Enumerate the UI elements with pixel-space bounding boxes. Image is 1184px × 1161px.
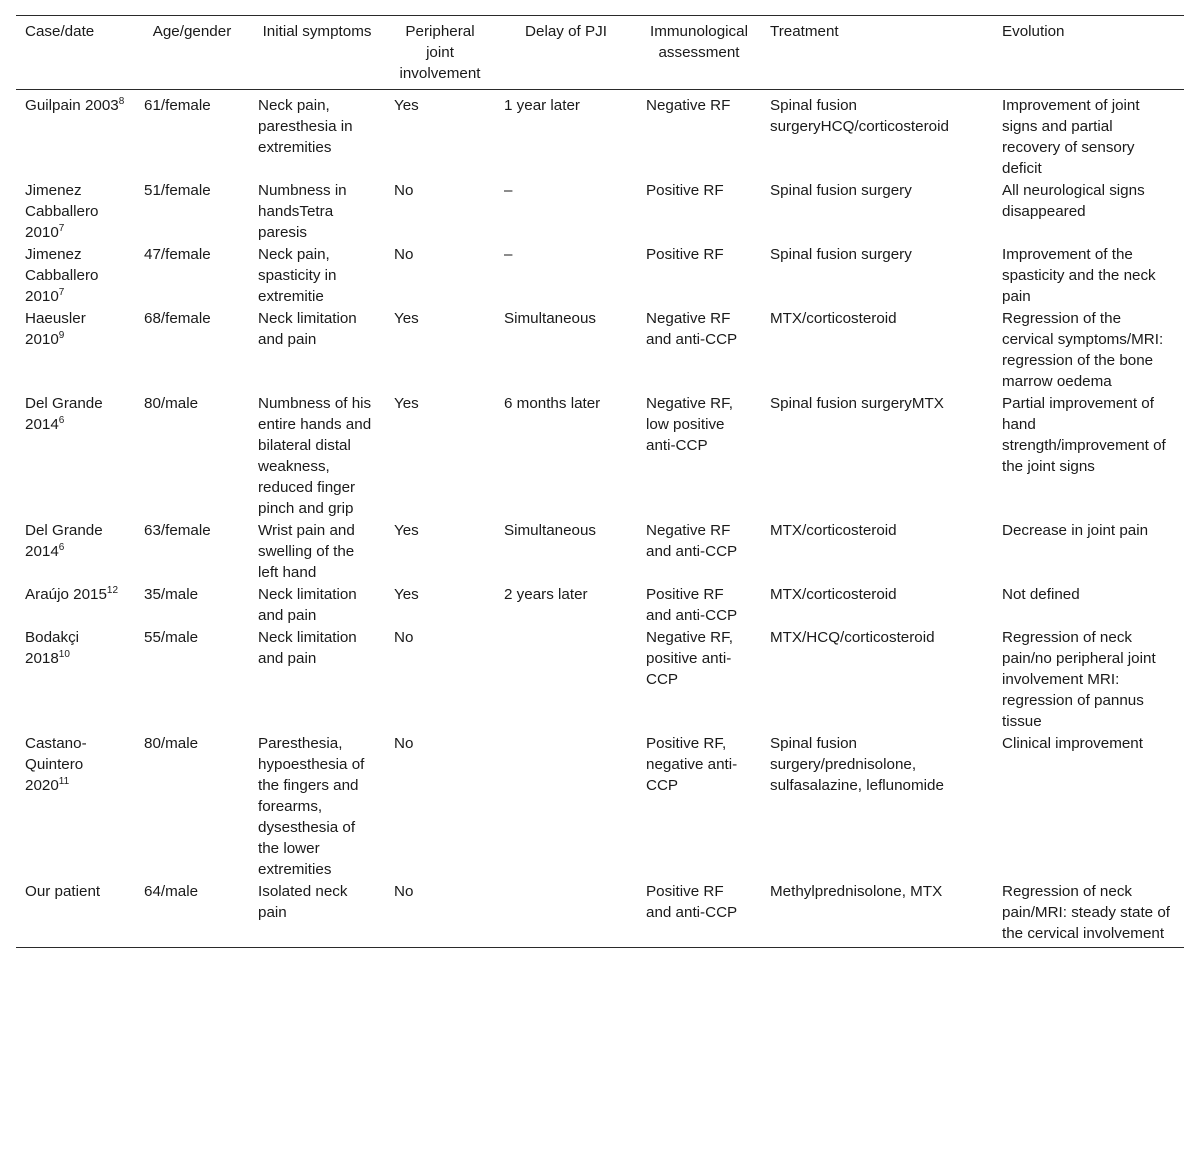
reference-number: 6 [58, 542, 65, 553]
table-row [16, 732, 1184, 880]
cell-delay-of-pji: 2 years later [504, 586, 588, 603]
cell-peripheral-joint: Yes [394, 586, 419, 603]
cell-evolution: All neurological signs disappeared [1002, 182, 1145, 220]
cell-initial-symptoms: Neck pain, spasticity in extremitie [258, 246, 337, 305]
cell-immunological: Negative RF, positive anti-CCP [646, 629, 733, 688]
cell-case-date [16, 626, 135, 732]
table-row [16, 307, 1184, 392]
reference-number: 12 [106, 585, 119, 596]
cell-treatment: MTX/corticosteroid [770, 586, 897, 603]
reference-number: 7 [58, 223, 65, 234]
case-label: Araújo 2015 [25, 586, 107, 603]
cell-treatment: Spinal fusion surgeryHCQ/corticosteroid [770, 97, 949, 135]
case-label: Jimenez Cabballero 2010 [25, 246, 99, 305]
cell-case-date [16, 392, 135, 519]
table-row [16, 179, 1184, 243]
cell-case-date [16, 90, 135, 180]
header-immunological-assessment: Immunological assessment [650, 23, 748, 61]
cell-immunological: Negative RF [646, 97, 731, 114]
header-case-date: Case/date [25, 23, 95, 40]
cell-initial-symptoms: Neck limitation and pain [258, 310, 357, 348]
cell-age-gender: 80/male [144, 735, 199, 752]
cell-age-gender: 47/female [144, 246, 211, 263]
cell-evolution: Improvement of joint signs and partial recovery of sensory deficit [1002, 97, 1140, 177]
case-label: Haeusler 2010 [25, 310, 86, 348]
cell-initial-symptoms: Numbness of his entire hands and bilateral distal weakness, reduced finger pinch and grip [258, 395, 372, 517]
cell-peripheral-joint: Yes [394, 522, 419, 539]
header-delay-of-pji: Delay of PJI [525, 23, 607, 40]
table-header [16, 16, 1184, 90]
case-comparison-table [16, 15, 1184, 948]
cell-age-gender: 80/male [144, 395, 199, 412]
table-row [16, 519, 1184, 583]
reference-number: 11 [58, 776, 70, 787]
cell-peripheral-joint: No [394, 883, 414, 900]
cell-immunological: Positive RF, negative anti-CCP [646, 735, 738, 794]
cell-immunological: Negative RF and anti-CCP [646, 522, 738, 560]
header-treatment: Treatment [770, 23, 839, 40]
cell-evolution: Decrease in joint pain [1002, 522, 1149, 539]
table-row [16, 880, 1184, 948]
cell-initial-symptoms: Neck limitation and pain [258, 629, 357, 667]
table-body [16, 90, 1184, 948]
cell-case-date [16, 519, 135, 583]
case-label: Our patient [25, 883, 101, 900]
cell-evolution: Improvement of the spasticity and the neck pain [1002, 246, 1156, 305]
cell-delay-of-pji [495, 732, 637, 880]
cell-initial-symptoms: Wrist pain and swelling of the left hand [258, 522, 355, 581]
cell-initial-symptoms: Neck limitation and pain [258, 586, 357, 624]
cell-case-date [16, 243, 135, 307]
cell-peripheral-joint: No [394, 629, 414, 646]
cell-delay-of-pji: 1 year later [504, 97, 580, 114]
cell-treatment: Spinal fusion surgery/prednisolone, sulfasalazine, leflunomide [770, 735, 944, 794]
table-row [16, 626, 1184, 732]
cell-peripheral-joint: Yes [394, 395, 419, 412]
cell-delay-of-pji [495, 880, 637, 948]
cell-treatment: MTX/HCQ/corticosteroid [770, 629, 935, 646]
table-row [16, 583, 1184, 626]
cell-age-gender: 63/female [144, 522, 211, 539]
header-peripheral-joint-involvement: Peripheral joint involvement [399, 23, 481, 82]
case-label: Castano-Quintero 2020 [25, 735, 87, 794]
cell-case-date [16, 583, 135, 626]
cell-initial-symptoms: Numbness in handsTetra paresis [258, 182, 347, 241]
cell-case-date [16, 732, 135, 880]
header-initial-symptoms: Initial symptoms [262, 23, 372, 40]
cell-delay-of-pji: 6 months later [504, 395, 601, 412]
case-label: Del Grande 2014 [25, 522, 103, 560]
cell-delay-of-pji: – [504, 182, 513, 199]
cell-treatment: Spinal fusion surgeryMTX [770, 395, 944, 412]
cell-treatment: Spinal fusion surgery [770, 182, 912, 199]
cell-age-gender: 61/female [144, 97, 211, 114]
cell-evolution: Regression of the cervical symptoms/MRI: regression of the bone marrow oedema [1002, 310, 1164, 390]
cell-evolution: Partial improvement of hand strength/improvement of the joint signs [1002, 395, 1166, 475]
cell-peripheral-joint: No [394, 246, 414, 263]
cell-peripheral-joint: Yes [394, 97, 419, 114]
cell-evolution: Regression of neck pain/MRI: steady state of the cervical involvement [1002, 883, 1170, 942]
cell-immunological: Positive RF and anti-CCP [646, 586, 738, 624]
cell-treatment: Methylprednisolone, MTX [770, 883, 943, 900]
cell-immunological: Positive RF [646, 246, 724, 263]
cell-initial-symptoms: Paresthesia, hypoesthesia of the fingers and forearms, dysesthesia of the lower extremities [258, 735, 365, 878]
reference-number: 7 [58, 287, 65, 298]
cell-peripheral-joint: Yes [394, 310, 419, 327]
cell-case-date [16, 179, 135, 243]
cell-treatment: Spinal fusion surgery [770, 246, 912, 263]
cell-treatment: MTX/corticosteroid [770, 310, 897, 327]
cell-immunological: Positive RF [646, 182, 724, 199]
cell-treatment: MTX/corticosteroid [770, 522, 897, 539]
cell-age-gender: 55/male [144, 629, 199, 646]
case-label: Del Grande 2014 [25, 395, 103, 433]
cell-immunological: Negative RF, low positive anti-CCP [646, 395, 733, 454]
reference-number: 8 [118, 96, 125, 107]
cell-evolution: Clinical improvement [1002, 735, 1143, 752]
cell-delay-of-pji: Simultaneous [504, 310, 597, 327]
case-label: Jimenez Cabballero 2010 [25, 182, 99, 241]
reference-number: 10 [58, 649, 70, 660]
table-row [16, 243, 1184, 307]
cell-immunological: Negative RF and anti-CCP [646, 310, 738, 348]
case-label: Bodakçi 2018 [25, 629, 80, 667]
case-label: Guilpain 2003 [25, 97, 119, 114]
reference-number: 6 [58, 415, 65, 426]
cell-evolution: Not defined [1002, 586, 1080, 603]
cell-initial-symptoms: Isolated neck pain [258, 883, 348, 921]
cell-case-date [16, 307, 135, 392]
cell-delay-of-pji: Simultaneous [504, 522, 597, 539]
reference-number: 9 [58, 330, 65, 341]
table-row [16, 90, 1184, 180]
cell-peripheral-joint: No [394, 735, 414, 752]
cell-age-gender: 51/female [144, 182, 211, 199]
cell-age-gender: 35/male [144, 586, 199, 603]
cell-age-gender: 68/female [144, 310, 211, 327]
cell-delay-of-pji [495, 626, 637, 732]
table-row [16, 392, 1184, 519]
cell-delay-of-pji: – [504, 246, 513, 263]
header-age-gender: Age/gender [152, 23, 232, 40]
cell-evolution: Regression of neck pain/no peripheral joint involvement MRI: regression of pannus tissue [1002, 629, 1156, 730]
cell-initial-symptoms: Neck pain, paresthesia in extremities [258, 97, 353, 156]
header-evolution: Evolution [1002, 23, 1065, 40]
cell-peripheral-joint: No [394, 182, 414, 199]
cell-age-gender: 64/male [144, 883, 199, 900]
cell-case-date [16, 880, 135, 948]
cell-immunological: Positive RF and anti-CCP [646, 883, 738, 921]
